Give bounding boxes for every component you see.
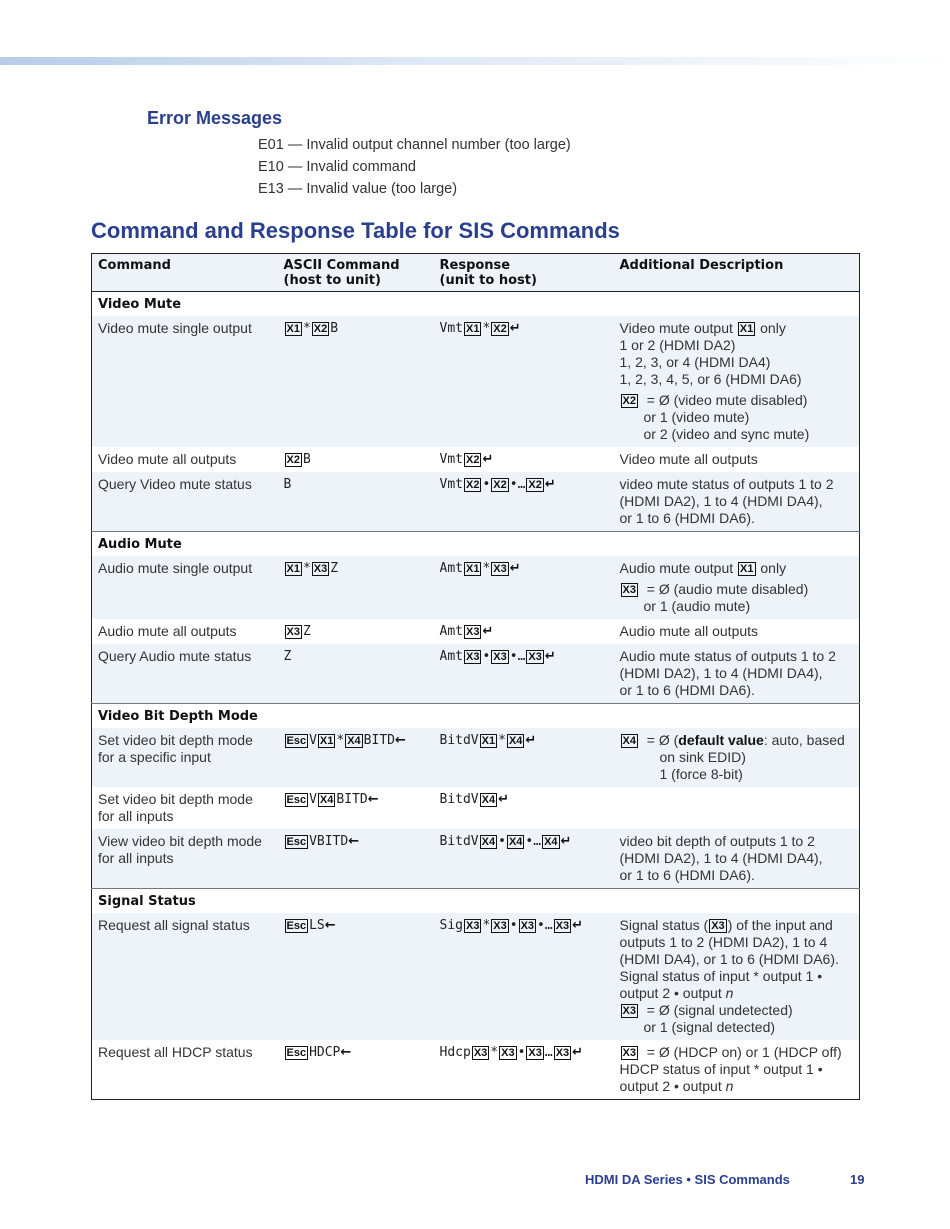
table-row bbox=[92, 787, 860, 829]
command-name: Set video bit depth mode for a specific input bbox=[92, 728, 278, 787]
command-name: Video mute all outputs bbox=[98, 451, 237, 467]
description: video bit depth of outputs 1 to 2 (HDMI DA2), 1 to 4 (HDMI DA4), or 1 to 6 (HDMI DA6). bbox=[614, 829, 860, 889]
page-number: 19 bbox=[850, 1172, 865, 1187]
enter-icon: ↵ bbox=[544, 649, 556, 664]
ascii-command: Esc HDCP← bbox=[286, 1045, 352, 1060]
description: Audio mute all outputs bbox=[619, 623, 759, 639]
enter-icon: ↵ bbox=[525, 733, 537, 748]
response: BitdV X1 * X4 ↵ bbox=[434, 728, 614, 787]
description: Video mute all outputs bbox=[619, 451, 758, 467]
ascii-command: X2 B bbox=[286, 452, 311, 467]
response: Vmt X2 • X2 •… X2 ↵ bbox=[434, 472, 614, 532]
description: Signal status ( X3 ) of the input and outputs 1 to 2 (HDMI DA2), 1 to 4 (HDMI DA4), or 1 to 6 (HDMI DA6). Signal status of input * output 1 • output 2 • output n X3 = Ø (signal undetected) or 1 (signal detected) bbox=[614, 913, 860, 1040]
header-ascii: ASCII Command (host to unit) bbox=[278, 254, 434, 292]
group-video-mute: Video Mute bbox=[98, 297, 182, 312]
response: Hdcp X3 * X3 • X3 … X3 ↵ bbox=[439, 1045, 584, 1060]
table-row bbox=[92, 829, 860, 889]
sis-command-table bbox=[91, 253, 860, 1100]
command-name: View video bit depth mode for all inputs bbox=[92, 829, 278, 889]
response: Sig X3 * X3 • X3 •… X3 ↵ bbox=[434, 913, 614, 1040]
response: Vmt X2 ↵ bbox=[439, 452, 494, 467]
group-signal-status: Signal Status bbox=[92, 889, 860, 914]
response: Amt X3 • X3 •… X3 ↵ bbox=[434, 644, 614, 704]
error-message-e13: E13 — Invalid value (too large) bbox=[258, 181, 458, 197]
table-header-row bbox=[92, 254, 860, 292]
description bbox=[614, 787, 860, 829]
enter-icon: ↵ bbox=[560, 834, 572, 849]
table-row bbox=[92, 644, 860, 704]
command-name: Set video bit depth mode for all inputs bbox=[98, 791, 253, 824]
table-row bbox=[92, 556, 860, 619]
table-row bbox=[92, 447, 860, 472]
return-icon: ← bbox=[348, 834, 360, 849]
ascii-command: Esc V X1 * X4 BITD← bbox=[278, 728, 434, 787]
response: Vmt X1 * X2 ↵ bbox=[434, 316, 614, 447]
enter-icon: ↵ bbox=[544, 477, 556, 492]
enter-icon: ↵ bbox=[509, 561, 521, 576]
header-command: Command bbox=[92, 254, 278, 292]
return-icon: ← bbox=[324, 918, 336, 933]
header-accent-bar bbox=[0, 57, 950, 65]
description: Video mute output X1 only 1 or 2 (HDMI DA2) 1, 2, 3, or 4 (HDMI DA4) 1, 2, 3, 4, 5, or 6 (HDMI DA6) X2 = Ø (video mute disabled) or 1 (video mute) or 2 (video and sync mute) bbox=[614, 316, 860, 447]
response: BitdV X4 • X4 •… X4 ↵ bbox=[434, 829, 614, 889]
ascii-command: B bbox=[278, 472, 434, 532]
error-message-e01: E01 — Invalid output channel number (too large) bbox=[258, 137, 571, 153]
ascii-command: X1 * X3 Z bbox=[278, 556, 434, 619]
description: X3 = Ø (HDCP on) or 1 (HDCP off) HDCP status of input * output 1 • output 2 • output n bbox=[619, 1044, 842, 1094]
description: video mute status of outputs 1 to 2 (HDMI DA2), 1 to 4 (HDMI DA4), or 1 to 6 (HDMI DA6). bbox=[614, 472, 860, 532]
return-icon: ← bbox=[367, 792, 379, 807]
table-row bbox=[92, 728, 860, 787]
header-description: Additional Description bbox=[614, 254, 860, 292]
response: Amt X1 * X3 ↵ bbox=[434, 556, 614, 619]
return-icon: ← bbox=[340, 1045, 352, 1060]
command-name: Audio mute single output bbox=[92, 556, 278, 619]
ascii-command: X1 * X2 B bbox=[278, 316, 434, 447]
footer-title: HDMI DA Series • SIS Commands bbox=[585, 1172, 790, 1187]
table-title: Command and Response Table for SIS Commands bbox=[91, 218, 620, 243]
enter-icon: ↵ bbox=[498, 792, 510, 807]
enter-icon: ↵ bbox=[482, 624, 494, 639]
ascii-command: X3 Z bbox=[286, 624, 311, 639]
enter-icon: ↵ bbox=[509, 321, 521, 336]
table-row bbox=[92, 619, 860, 644]
enter-icon: ↵ bbox=[482, 452, 494, 467]
enter-icon: ↵ bbox=[572, 1045, 584, 1060]
response: Amt X3 ↵ bbox=[439, 624, 494, 639]
description: X4 = Ø (default value: auto, based on sink EDID) 1 (force 8-bit) bbox=[614, 728, 860, 787]
command-name: Request all signal status bbox=[92, 913, 278, 1040]
table-row bbox=[92, 316, 860, 447]
command-name: Audio mute all outputs bbox=[98, 623, 237, 639]
command-name: Request all HDCP status bbox=[98, 1044, 253, 1060]
ascii-command: Z bbox=[278, 644, 434, 704]
section-heading-error-messages: Error Messages bbox=[147, 108, 283, 128]
return-icon: ← bbox=[394, 733, 406, 748]
ascii-command: Esc LS← bbox=[278, 913, 434, 1040]
command-name: Query Video mute status bbox=[92, 472, 278, 532]
ascii-command: Esc VBITD← bbox=[278, 829, 434, 889]
group-audio-mute: Audio Mute bbox=[92, 532, 860, 557]
description: Audio mute output X1 only X3 = Ø (audio mute disabled) or 1 (audio mute) bbox=[614, 556, 860, 619]
ascii-command: Esc V X4 BITD← bbox=[286, 792, 379, 807]
enter-icon: ↵ bbox=[572, 918, 584, 933]
response: BitdV X4 ↵ bbox=[439, 792, 510, 807]
command-name: Query Audio mute status bbox=[92, 644, 278, 704]
group-video-bit-depth: Video Bit Depth Mode bbox=[92, 704, 860, 729]
table-row bbox=[92, 913, 860, 1040]
command-name: Video mute single output bbox=[92, 316, 278, 447]
description: Audio mute status of outputs 1 to 2 (HDMI DA2), 1 to 4 (HDMI DA4), or 1 to 6 (HDMI DA6). bbox=[614, 644, 860, 704]
error-message-e10: E10 — Invalid command bbox=[258, 159, 416, 175]
header-response: Response (unit to host) bbox=[434, 254, 614, 292]
table-row bbox=[92, 1040, 860, 1100]
table-row bbox=[92, 472, 860, 532]
